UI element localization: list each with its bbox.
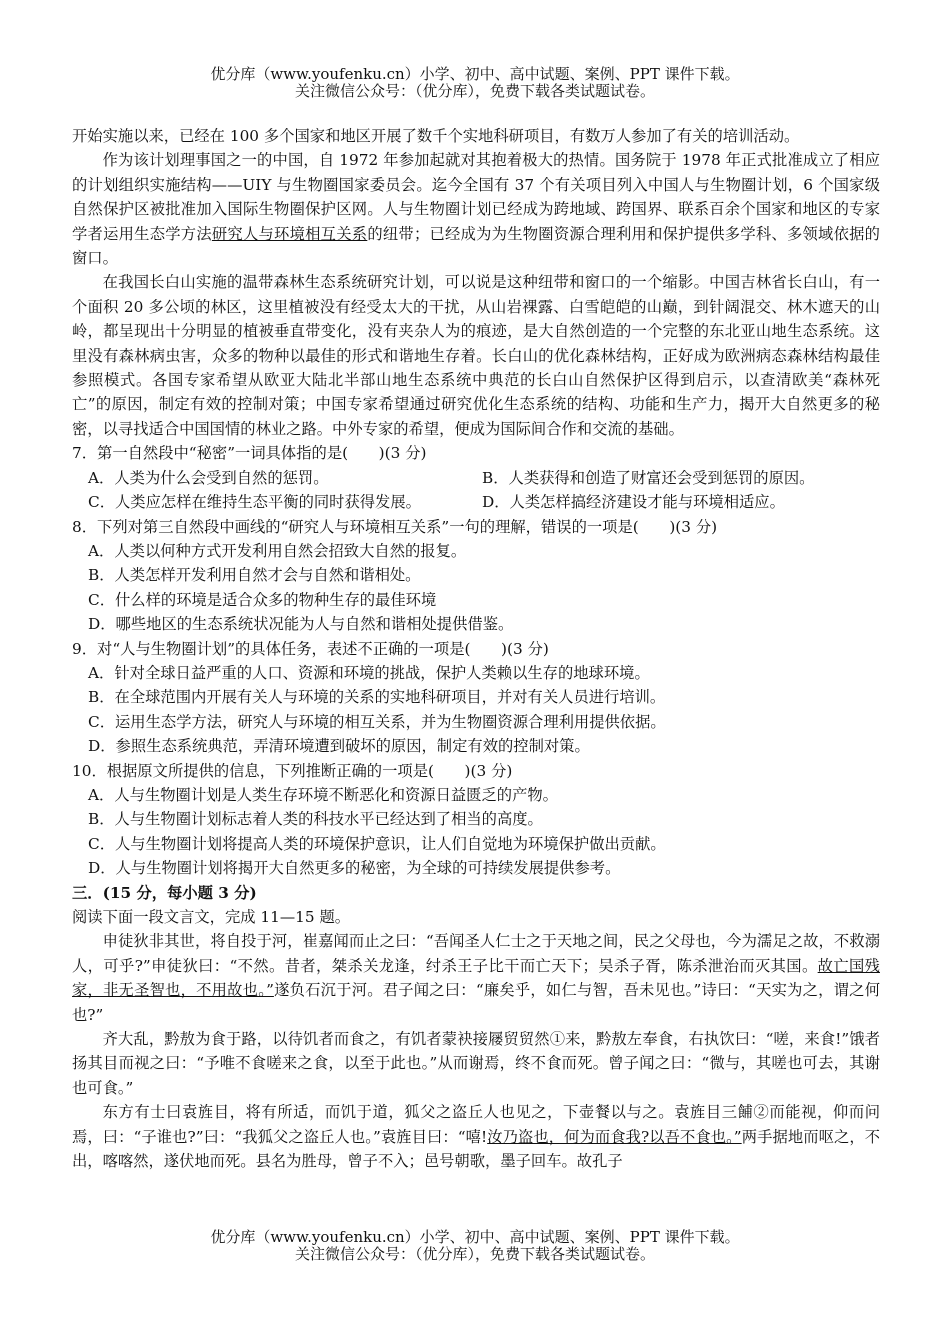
option-d: D．人与生物圈计划将揭开大自然更多的秘密，为全球的可持续发展提供参考。 xyxy=(88,859,621,878)
option-a: A．人类为什么会受到自然的惩罚。 xyxy=(88,468,329,487)
option-c: C．什么样的环境是适合众多的物种生存的最佳环境 xyxy=(88,590,437,609)
option-b: B．人与生物圈计划标志着人类的科技水平已经达到了相当的高度。 xyxy=(88,810,543,829)
passage-paragraph-0: 开始实施以来，已经在 100 多个国家和地区开展了数千个实地科研项目，有数万人参加了有关的培训活动。 xyxy=(72,127,800,145)
option-b: B．人类获得和创造了财富还会受到惩罚的原因。 xyxy=(482,468,815,487)
option-c: C．人类应怎样在维持生态平衡的同时获得发展。 xyxy=(88,493,421,512)
question-10-stem: 10．根据原文所提供的信息，下列推断正确的一项是( )(3 分) xyxy=(72,761,513,780)
option-d: D．哪些地区的生态系统状况能为人与自然和谐相处提供借鉴。 xyxy=(88,615,514,634)
underlined-sentence: 汝乃盗也，何为而食我?以吾不食也。” xyxy=(487,1127,742,1146)
option-d: D．人类怎样搞经济建设才能与环境相适应。 xyxy=(482,493,785,512)
option-c: C．人与生物圈计划将提高人类的环境保护意识，让人们自觉地为环境保护做出贡献。 xyxy=(88,834,666,853)
footer-line-2: 关注微信公众号：（优分库），免费下载各类试题试卷。 xyxy=(294,1245,655,1263)
passage-paragraph-2: 在我国长白山实施的温带森林生态系统研究计划，可以说是这种纽带和窗口的一个缩影。中国吉林省长白山，有一个面积 20 多公顷的林区，这里植被没有经受太大的干扰，从山岩裸露、白雪皑皑的山巅，到针阔混交、林木遮天的山岭，都呈现出十分明显的植被垂直带变化，没有夹杂人为的痕迹，是大自然创造的一个完整的东北亚山地生态系统。这里没有森林病虫害，众多的物种以最佳的形式和谐地生存着。长白山的优化森林结构，正好成为欧洲病态森林结构最佳参照模式。各国专家希望从欧亚大陆北半部山地生态系统中典范的长白山自然保护区得到启示，以查清欧美“森林死亡”的原因，制定有效的控制对策；中国专家希望通过研究优化生态系统的结构、功能和生产力，揭开大自然更多的秘密，以寻找适合中国国情的林业之路。中外专家的希望，便成为国际间合作和交流的基础。 xyxy=(72,273,880,438)
question-7-stem: 7．第一自然段中“秘密”一词具体指的是( )(3 分) xyxy=(72,444,427,463)
option-a: A．人类以何种方式开发利用自然会招致大自然的报复。 xyxy=(88,541,467,560)
page-header xyxy=(0,66,950,100)
option-c: C．运用生态学方法，研究人与环境的相互关系，并为生物圈资源合理利用提供依据。 xyxy=(88,712,666,731)
classical-paragraph-2: 齐大乱，黔敖为食于路，以待饥者而食之，有饥者蒙袂接屦贸贸然①来，黔敖左奉食，右执饮曰：“嗟，来食!”饿者扬其目而视之曰：“予唯不食嗟来之食，以至于此也。”从而谢焉，终不食而死。曾子闻之曰：“微与，其嗟也可去，其谢也可食。” xyxy=(72,1030,880,1097)
underlined-phrase: 研究人与环境相互关系 xyxy=(211,224,368,243)
classical-paragraph-3: 东方有士曰袁旌目，将有所适，而饥于道，狐父之盗丘人也见之，下壶餐以与之。袁旌目三餔②而能视，仰而问焉，曰：“子谁也?”曰：“我狐父之盗丘人也。”袁旌目曰：“嘻!汝乃盗也，何为而食我?以吾不食也。”两手据地而呕之，不出，喀喀然，遂伏地而死。县名为胜母，曾子不入；邑号朝歌，墨子回车。故孔子 xyxy=(72,1103,880,1171)
section-3-intro: 阅读下面一段文言文，完成 11—15 题。 xyxy=(72,908,351,926)
header-line-1: 优分库（www.youfenku.cn）小学、初中、高中试题、案例、PPT 课件下载。 xyxy=(210,65,740,83)
option-d: D．参照生态系统典范，弄清环境遭到破坏的原因，制定有效的控制对策。 xyxy=(88,737,590,756)
underlined-sentence: 故亡国残家，非无圣智也，不用故也。” xyxy=(72,956,880,1000)
classical-paragraph-1: 申徒狄非其世，将自投于河，崔嘉闻而止之曰：“吾闻圣人仁士之于天地之间，民之父母也，今为濡足之故，不救溺人，可乎?”申徒狄曰：“不然。昔者，桀杀关龙逢，纣杀王子比干而亡天下；吴杀子胥，陈杀泄治而灭其国。故亡国残家，非无圣智也，不用故也。”遂负石沉于河。君子闻之曰：“廉矣乎，如仁与智，吾未见也。”诗曰：“天实为之，谓之何也?” xyxy=(72,932,880,1024)
question-7-options-row-1 xyxy=(72,466,880,490)
option-a: A．人与生物圈计划是人类生存环境不断恶化和资源日益匮乏的产物。 xyxy=(88,785,558,804)
passage-paragraph-1: 作为该计划理事国之一的中国，自 1972 年参加起就对其抱着极大的热情。国务院于 1978 年正式批准成立了相应的计划组织实施结构——UIY 与生物圈国家委员会。迄今全国有 37 个有关项目列入中国人与生物圈计划，6 个国家级自然保护区被批准加入国际生物圈保护区网。人与生物圈计划已经成为跨地域、跨国界、联系百余个国家和地区的专家学者运用生态学方法研究人与环境相互关系的纽带；已经成为为生物圈资源合理利用和保护提供多学科、多领域依据的窗口。 xyxy=(72,151,880,268)
question-8-stem: 8．下列对第三自然段中画线的“研究人与环境相互关系”一句的理解，错误的一项是( )(3 分) xyxy=(72,517,718,536)
option-b: B．在全球范围内开展有关人与环境的关系的实地科研项目，并对有关人员进行培训。 xyxy=(88,688,666,707)
document-body xyxy=(72,124,880,1173)
header-line-2: 关注微信公众号：（优分库），免费下载各类试题试卷。 xyxy=(294,82,655,100)
section-3-title: 三．(15 分，每小题 3 分) xyxy=(72,883,257,902)
option-a: A．针对全球日益严重的人口、资源和环境的挑战，保护人类赖以生存的地球环境。 xyxy=(88,663,650,682)
question-9-stem: 9．对“人与生物圈计划”的具体任务，表述不正确的一项是( )(3 分) xyxy=(72,639,549,658)
page-footer xyxy=(0,1229,950,1263)
option-b: B．人类怎样开发利用自然才会与自然和谐相处。 xyxy=(88,566,421,585)
footer-line-1: 优分库（www.youfenku.cn）小学、初中、高中试题、案例、PPT 课件下载。 xyxy=(210,1228,740,1246)
question-7-options-row-2 xyxy=(72,490,880,514)
